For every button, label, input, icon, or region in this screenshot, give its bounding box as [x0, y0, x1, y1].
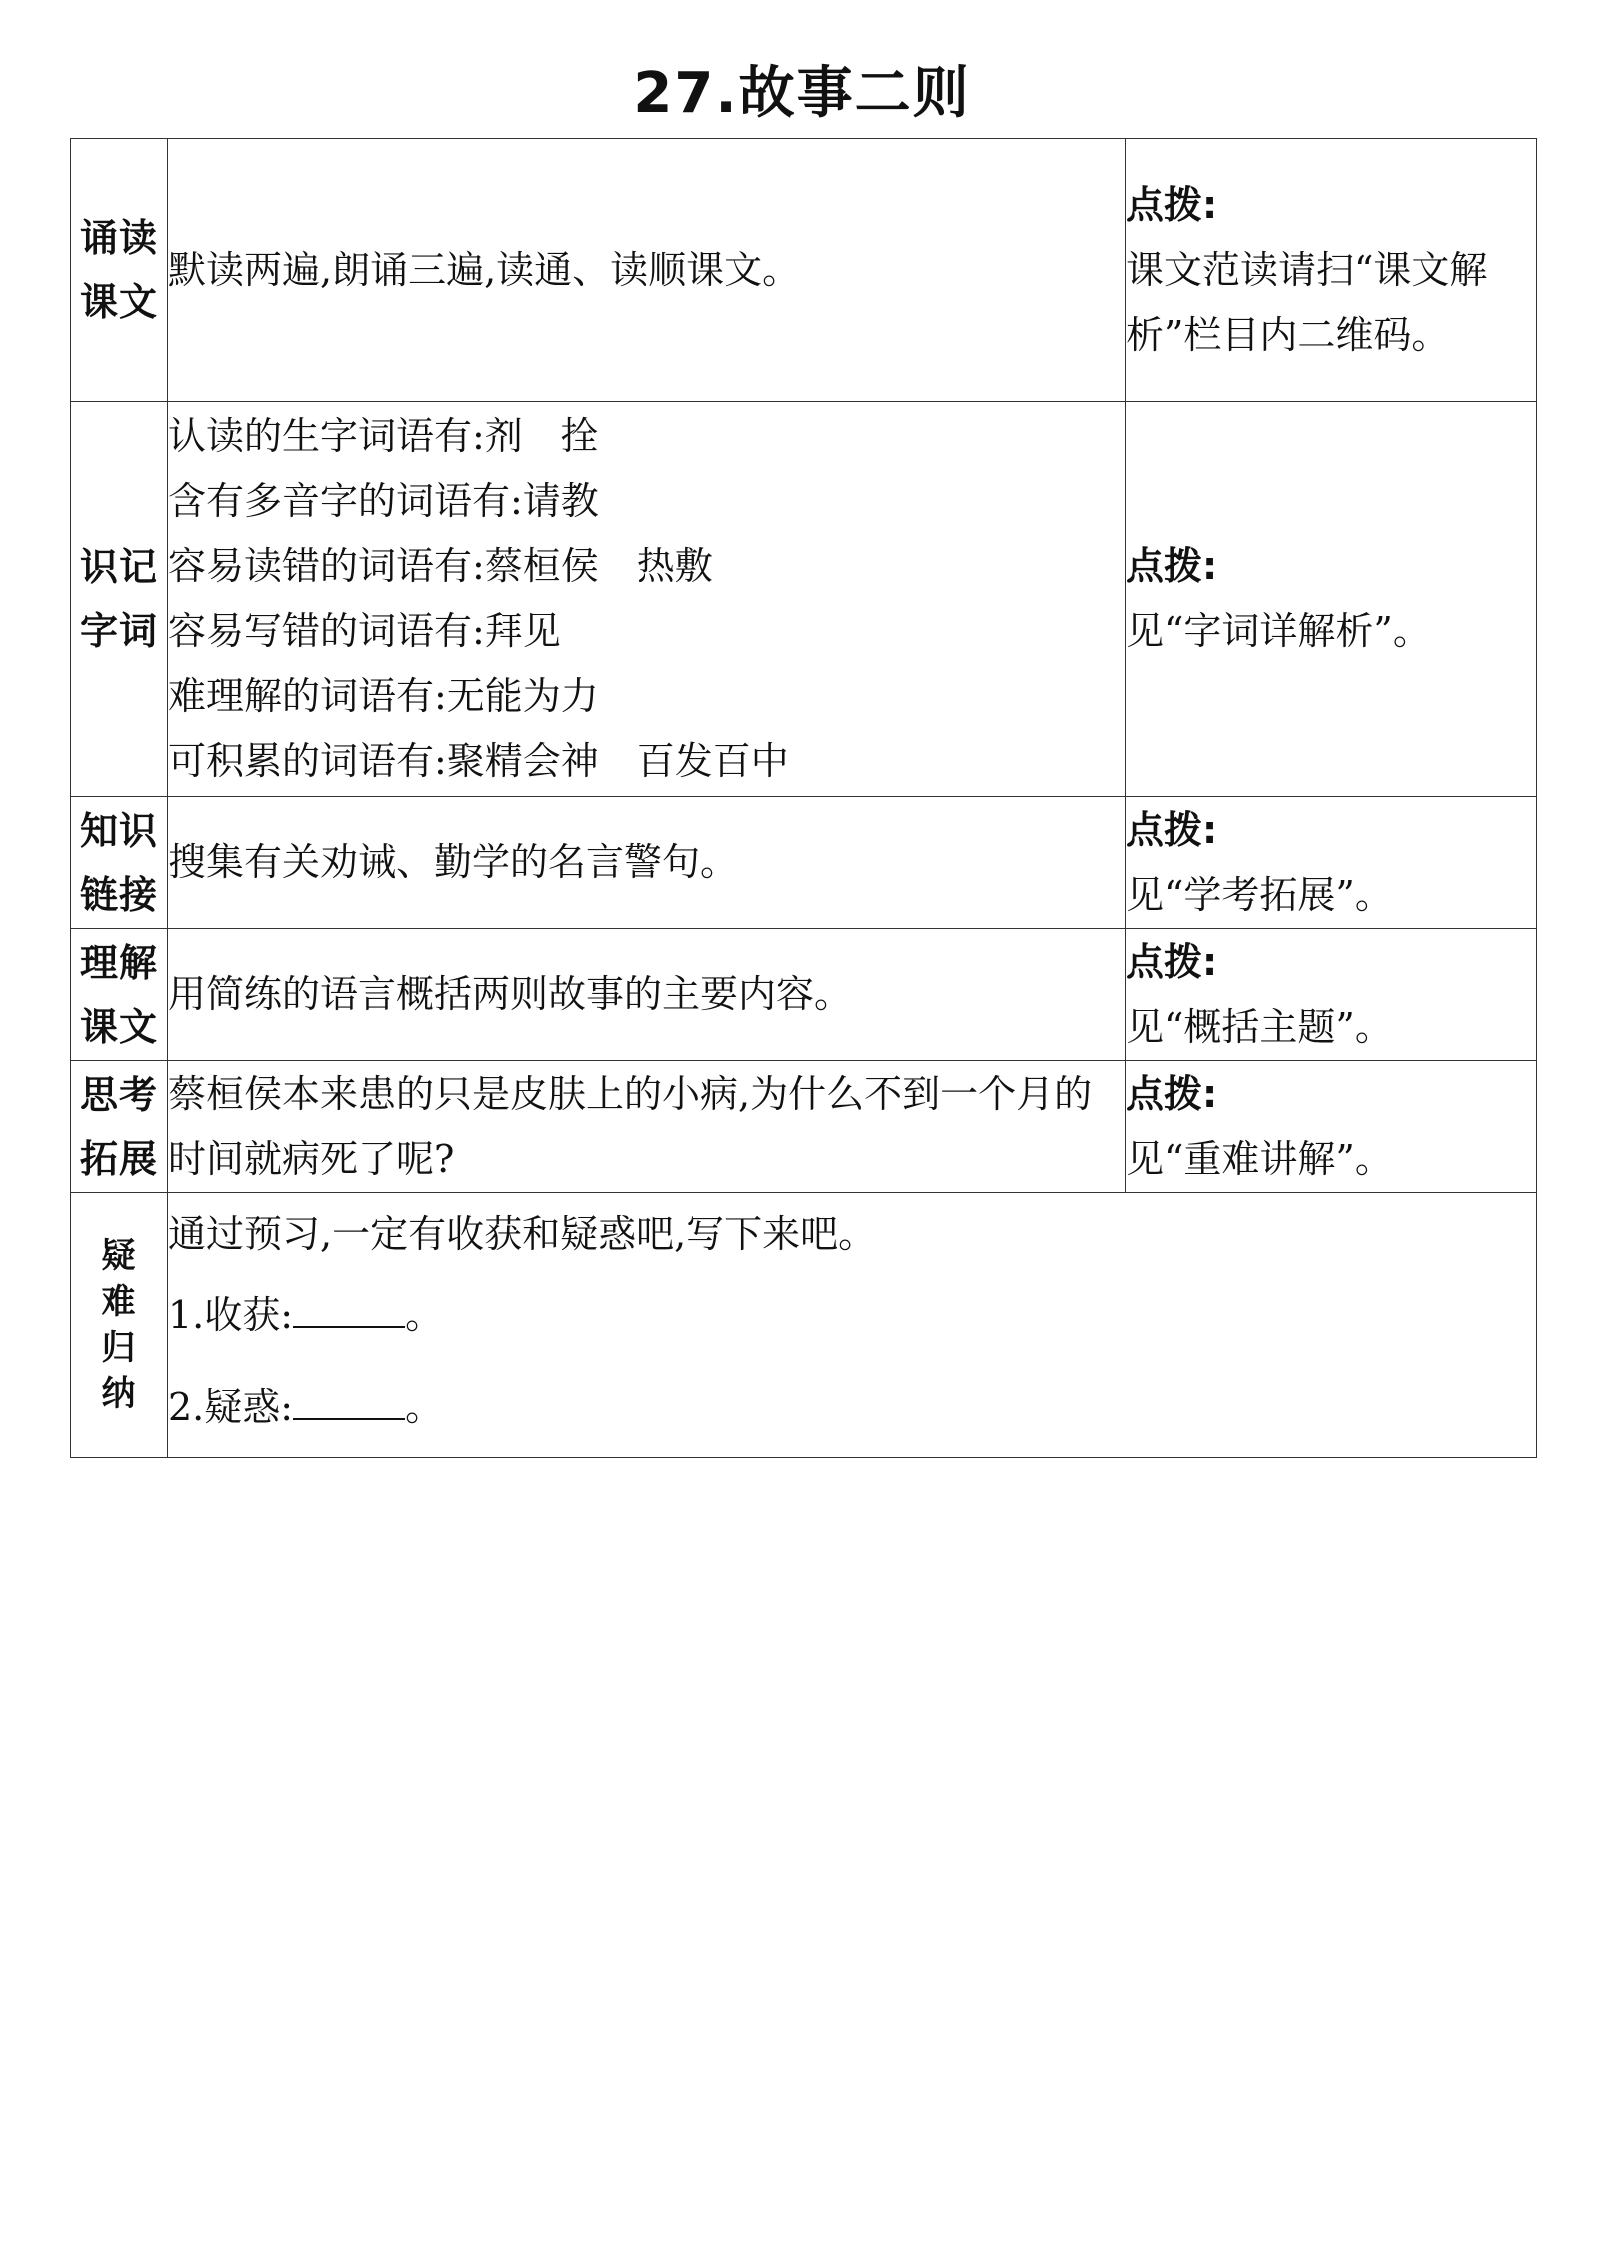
- row-hint-think: [1126, 1061, 1537, 1193]
- row-label-understand: [71, 929, 168, 1061]
- summary-label-char: 难: [101, 1282, 137, 1322]
- vocab-line: 含有多音字的词语有:请教: [168, 479, 599, 523]
- hint-title: 点拨:: [1126, 1071, 1218, 1116]
- hint-title: 点拨:: [1126, 544, 1218, 588]
- row-label-line: 诵读: [79, 216, 158, 260]
- hint-title: 点拨:: [1126, 807, 1218, 852]
- row-label-summary: [71, 1193, 168, 1458]
- table-row-knowledge: [71, 797, 1537, 929]
- vocab-line: 认读的生字词语有:剂 拴: [168, 414, 599, 458]
- row-label-line: 字词: [79, 609, 158, 653]
- row-label-line: 思考: [79, 1072, 158, 1117]
- summary-item-doubt-label: 2.疑惑:: [168, 1385, 294, 1429]
- summary-label-char: 纳: [101, 1374, 137, 1414]
- question-text: 蔡桓侯本来患的只是皮肤上的小病,为什么不到一个月的时间就病死了呢?: [168, 1071, 1093, 1181]
- preview-table: [70, 138, 1537, 1458]
- table-row-understand: [71, 929, 1537, 1061]
- vocab-line: 难理解的词语有:无能为力: [168, 674, 599, 718]
- row-label-think: [71, 1061, 168, 1193]
- summary-label-char: 归: [101, 1328, 137, 1368]
- hint-text: 见“学考拓展”。: [1126, 872, 1393, 917]
- hint-title: 点拨:: [1126, 182, 1218, 227]
- hint-text: 见“重难讲解”。: [1126, 1136, 1393, 1181]
- vocab-line: 可积累的词语有:聚精会神 百发百中: [168, 739, 789, 783]
- hint-text: 课文范读请扫“课文解析”栏目内二维码。: [1126, 247, 1488, 357]
- page-title: 27.故事二则: [633, 61, 971, 126]
- row-content-vocabulary: [168, 402, 1126, 797]
- row-label-line: 识记: [79, 545, 158, 589]
- row-content-recite: 默读两遍,朗诵三遍,读通、读顺课文。: [168, 139, 1126, 402]
- summary-intro: 通过预习,一定有收获和疑惑吧,写下来吧。: [168, 1212, 877, 1256]
- answer-blank-gain[interactable]: [293, 1292, 405, 1328]
- table-row-recite: [71, 139, 1537, 402]
- row-label-line: 链接: [79, 872, 158, 917]
- table-row-think: [71, 1061, 1537, 1193]
- answer-blank-doubt[interactable]: [293, 1384, 405, 1420]
- row-label-knowledge: [71, 797, 168, 929]
- row-content-summary: [168, 1193, 1537, 1458]
- row-hint-knowledge: [1126, 797, 1537, 929]
- summary-item-doubt-period: 。: [405, 1385, 444, 1429]
- summary-item-doubt: [168, 1361, 1536, 1453]
- row-label-line: 知识: [79, 808, 158, 853]
- row-label-line: 拓展: [79, 1136, 158, 1181]
- hint-title: 点拨:: [1126, 939, 1218, 984]
- row-hint-recite: [1126, 139, 1537, 402]
- summary-label-char: 疑: [101, 1236, 137, 1276]
- vocab-line: 容易读错的词语有:蔡桓侯 热敷: [168, 544, 713, 588]
- row-label-line: 理解: [79, 940, 158, 985]
- vocab-line: 容易写错的词语有:拜见: [168, 609, 561, 653]
- row-hint-understand: [1126, 929, 1537, 1061]
- row-content-think: [168, 1061, 1126, 1193]
- summary-item-gain-label: 1.收获:: [168, 1293, 294, 1337]
- row-content-understand: 用简练的语言概括两则故事的主要内容。: [168, 929, 1126, 1061]
- table-row-vocabulary: [71, 402, 1537, 797]
- summary-item-gain: [168, 1269, 1536, 1361]
- hint-text: 见“字词详解析”。: [1126, 609, 1431, 653]
- row-hint-vocabulary: [1126, 402, 1537, 797]
- table-row-summary: [71, 1193, 1537, 1458]
- row-label-recite: [71, 139, 168, 402]
- row-label-line: 课文: [79, 280, 158, 324]
- hint-text: 见“概括主题”。: [1126, 1004, 1393, 1049]
- row-content-knowledge: 搜集有关劝诫、勤学的名言警句。: [168, 797, 1126, 929]
- summary-item-gain-period: 。: [405, 1293, 444, 1337]
- row-label-line: 课文: [79, 1004, 158, 1049]
- row-label-vocabulary: [71, 402, 168, 797]
